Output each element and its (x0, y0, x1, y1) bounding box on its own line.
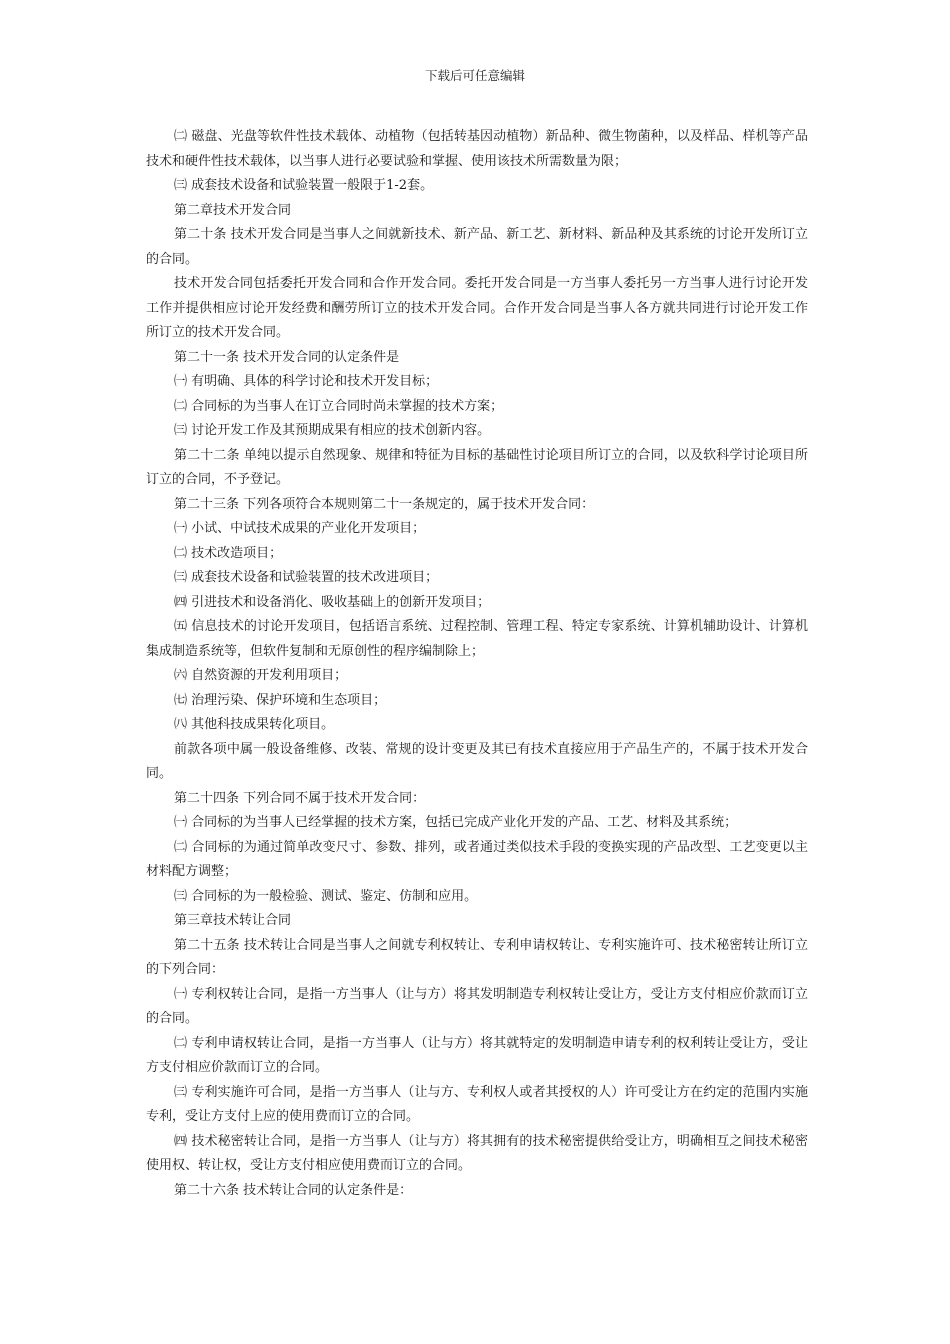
article-paragraph: 第二十四条 下列合同不属于技术开发合同： (174, 790, 426, 806)
list-item: ㈠ 小试、中试技术成果的产业化开发项目； (174, 521, 426, 536)
list-item: ㈥ 自然资源的开发利用项目； (174, 668, 348, 683)
list-item: ㈣ 引进技术和设备消化、吸收基础上的创新开发项目； (174, 594, 491, 610)
list-item: ㈠ 专利权转让合同，是指一方当事人（让与方）将其发明制造专利权转让受让方，受让方支付相应价款而订立的合同。 (146, 986, 808, 1026)
list-item: ㈣ 技术秘密转让合同，是指一方当事人（让与方）将其拥有的技术秘密提供给受让方，明确相互之间技术秘密使用权、转让权，受让方支付相应使用费而订立的合同。 (146, 1133, 808, 1173)
list-item: ㈠ 有明确、具体的科学讨论和技术开发目标； (174, 374, 439, 389)
document-body (146, 125, 808, 1203)
chapter-heading: 第三章技术转让合同 (174, 913, 292, 928)
article-paragraph: 第二十五条 技术转让合同是当事人之间就专利权转让、专利申请权转让、专利实施许可、技术秘密转让所订立的下列合同： (146, 937, 808, 977)
list-item: ㈢ 专利实施许可合同，是指一方当事人（让与方、专利权人或者其授权的人）许可受让方在约定的范围内实施专利，受让方支付上应的使用费而订立的合同。 (146, 1084, 808, 1124)
list-item: ㈡ 技术改造项目； (174, 545, 283, 561)
article-paragraph: 第二十六条 技术转让合同的认定条件是： (174, 1182, 413, 1198)
list-item: ㈠ 合同标的为当事人已经掌握的技术方案，包括已完成产业化开发的产品、工艺、材料及其系统； (174, 815, 738, 830)
list-item: ㈡ 合同标的为通过简单改变尺寸、参数、排列，或者通过类似技术手段的变换实现的产品改型、工艺变更以主材料配方调整； (146, 839, 808, 879)
article-paragraph: 第二十一条 技术开发合同的认定条件是 (174, 349, 400, 365)
article-paragraph: 第二十三条 下列各项符合本规则第二十一条规定的，属于技术开发合同： (174, 496, 595, 512)
list-item: ㈧ 其他科技成果转化项目。 (174, 717, 335, 732)
paragraph: ㈡ 磁盘、光盘等软件性技术载体、动植物（包括转基因动植物）新品种、微生物菌种，以及样品、样机等产品技术和硬件性技术载体，以当事人进行必要试验和掌握、使用该技术所需数量为限； (146, 129, 808, 169)
list-item: ㈡ 合同标的为当事人在订立合同时尚未掌握的技术方案； (174, 398, 504, 414)
paragraph: ㈢ 成套技术设备和试验装置一般限于1-2套。 (174, 178, 434, 193)
article-paragraph: 第二十二条 单纯以提示自然现象、规律和特征为目标的基础性讨论项目所订立的合同，以及软科学讨论项目所订立的合同，不予登记。 (146, 447, 808, 487)
list-item: ㈤ 信息技术的讨论开发项目，包括语言系统、过程控制、管理工程、特定专家系统、计算机辅助设计、计算机集成制造系统等，但软件复制和无原创性的程序编制除上； (146, 619, 808, 659)
list-item: ㈢ 合同标的为一般检验、测试、鉴定、仿制和应用。 (174, 888, 478, 904)
list-item: ㈢ 讨论开发工作及其预期成果有相应的技术创新内容。 (174, 423, 491, 438)
list-item: ㈢ 成套技术设备和试验装置的技术改进项目； (174, 570, 439, 585)
paragraph: 技术开发合同包括委托开发合同和合作开发合同。委托开发合同是一方当事人委托另一方当事人进行讨论开发工作并提供相应讨论开发经费和酬劳所订立的技术开发合同。合作开发合同是当事人各方就共同进行讨论开发工作所订立的技术开发合同。 (146, 276, 808, 340)
article-paragraph: 第二十条 技术开发合同是当事人之间就新技术、新产品、新工艺、新材料、新品种及其系统的讨论开发所订立的合同。 (146, 227, 808, 267)
page-header: 下载后可任意编辑 (424, 68, 525, 83)
paragraph: 前款各项中属一般设备维修、改装、常规的设计变更及其已有技术直接应用于产品生产的，不属于技术开发合同。 (146, 741, 808, 781)
list-item: ㈡ 专利申请权转让合同，是指一方当事人（让与方）将其就特定的发明制造申请专利的权利转让受让方，受让方支付相应价款而订立的合同。 (146, 1035, 808, 1075)
chapter-heading: 第二章技术开发合同 (174, 202, 292, 218)
list-item: ㈦ 治理污染、保护环境和生态项目； (174, 692, 387, 708)
